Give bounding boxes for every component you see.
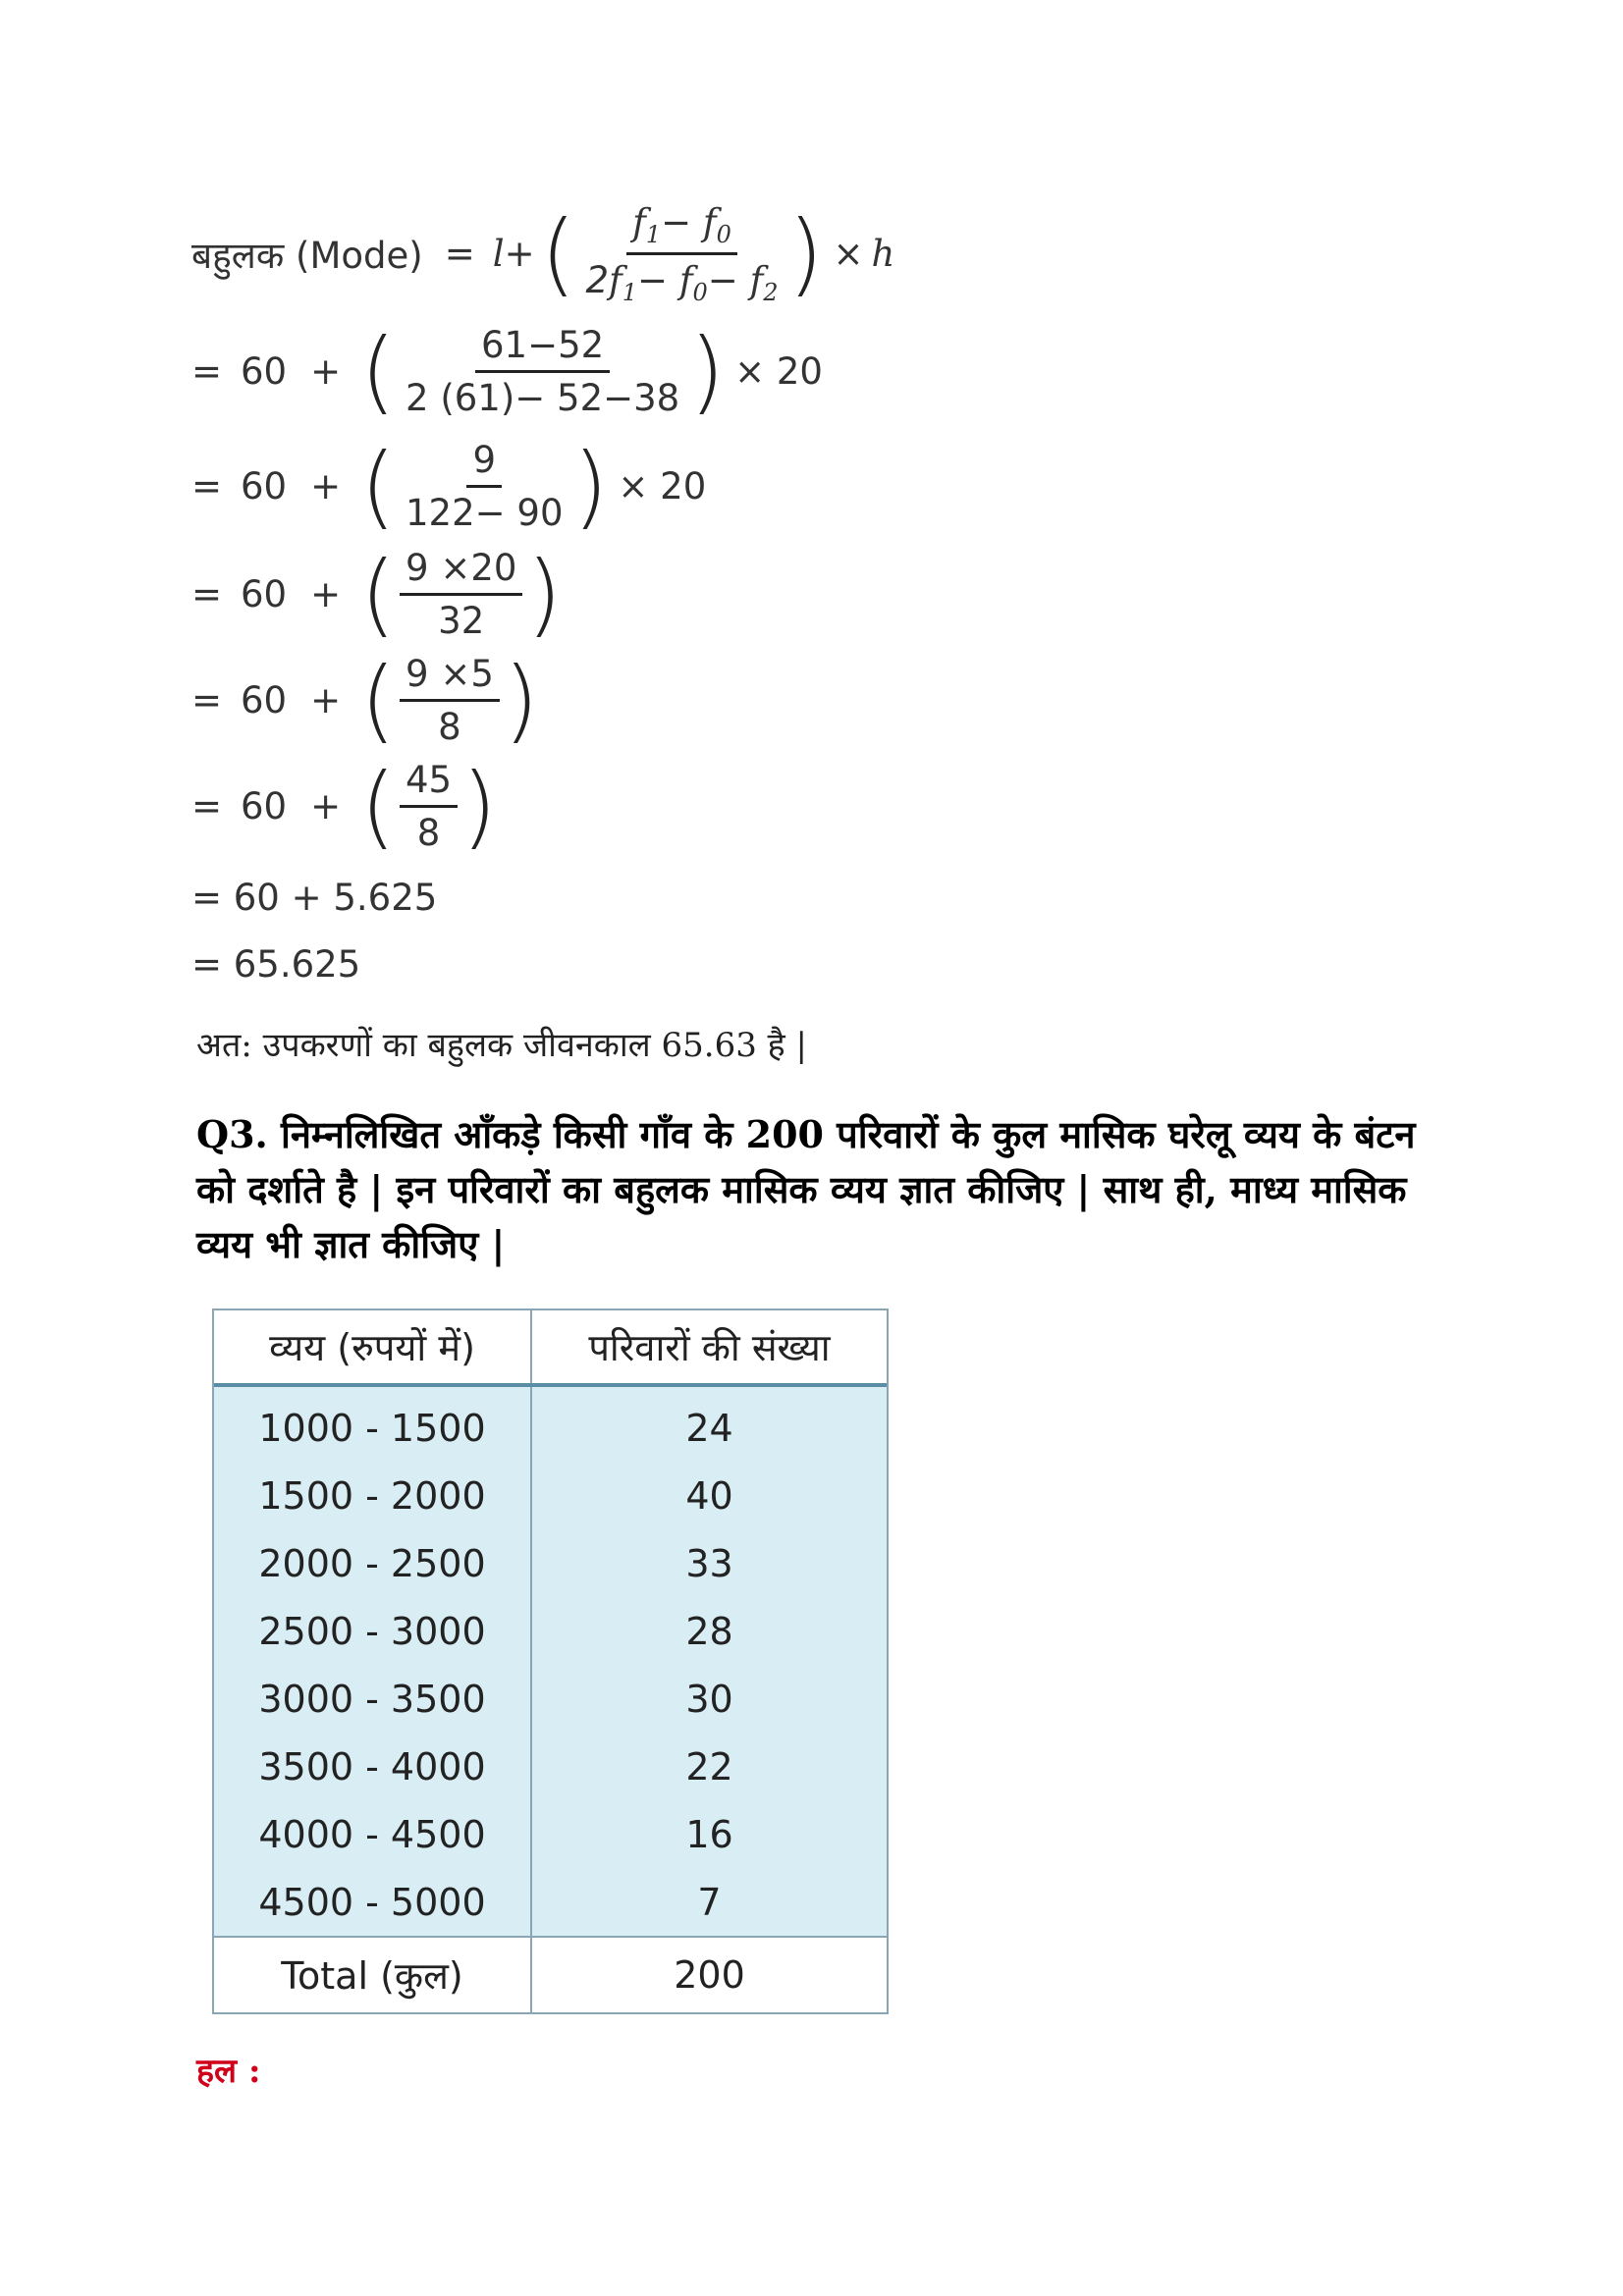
formula-denominator: $2f_1- f_0- f_2$	[585, 259, 779, 306]
conclusion-text: अत: उपकरणों का बहुलक जीवनकाल 65.63 है |	[196, 1026, 807, 1065]
question-q3: Q3. निम्नलिखित आँकड़े किसी गाँव के 200 परिवारों के कुल मासिक घरेलू व्यय के बंटन को दर्शाते है | इन परिवारों का बहुलक मासिक व्यय ज्ञात कीजिए | साथ ही, माध्य मासिक व्यय भी ज्ञात कीजिए |	[196, 1112, 1416, 1266]
table-row: 3000 - 3500 30	[214, 1665, 887, 1733]
mode-step-6: = 60 + 5.625	[191, 877, 438, 919]
mode-step-2: = 60 + ( $\frac{9}{122- 90}$ ) × 20	[191, 433, 707, 539]
mode-label: बहुलक (Mode)	[191, 235, 423, 277]
table-total-row: Total (कुल) 200	[214, 1937, 887, 2012]
table-row: 4000 - 4500 16	[214, 1800, 887, 1868]
mode-step-4: = 60 + ( $\frac{9 \times 5}{8}$ )	[191, 647, 539, 753]
table-row: 2500 - 3000 28	[214, 1597, 887, 1665]
table-header-row	[214, 1310, 887, 1385]
header-families: परिवारों की संख्या	[531, 1310, 887, 1385]
table-row: 1500 - 2000 40	[214, 1462, 887, 1529]
expenditure-table	[212, 1308, 889, 2014]
mode-calculation	[191, 201, 977, 1001]
solution-label: हल :	[196, 2052, 261, 2091]
table-row: 2000 - 2500 33	[214, 1529, 887, 1597]
table-row: 3500 - 4000 22	[214, 1733, 887, 1800]
formula-numerator: $f_1- f_0$	[626, 201, 737, 255]
mode-result: = 65.625	[191, 943, 361, 986]
mode-formula: बहुलक (Mode) = l + ( $\frac{f_1- f_0}{2f_1- f_0- f_2}$ ) × h	[191, 200, 895, 306]
mode-step-5: = 60 + ( $\frac{45}{8}$ )	[191, 753, 498, 859]
table-row: 4500 - 5000 7	[214, 1868, 887, 1937]
mode-step-3: = 60 + ( $\frac{9 \times 20}{32}$ )	[191, 541, 563, 647]
table-row: 1000 - 1500 24	[214, 1385, 887, 1462]
mode-step-1: = 60 + ( $\frac{61-52}{2 (61)- 52-38}$ ) × 20	[191, 318, 823, 424]
header-expenditure: व्यय (रुपयों में)	[214, 1310, 531, 1385]
